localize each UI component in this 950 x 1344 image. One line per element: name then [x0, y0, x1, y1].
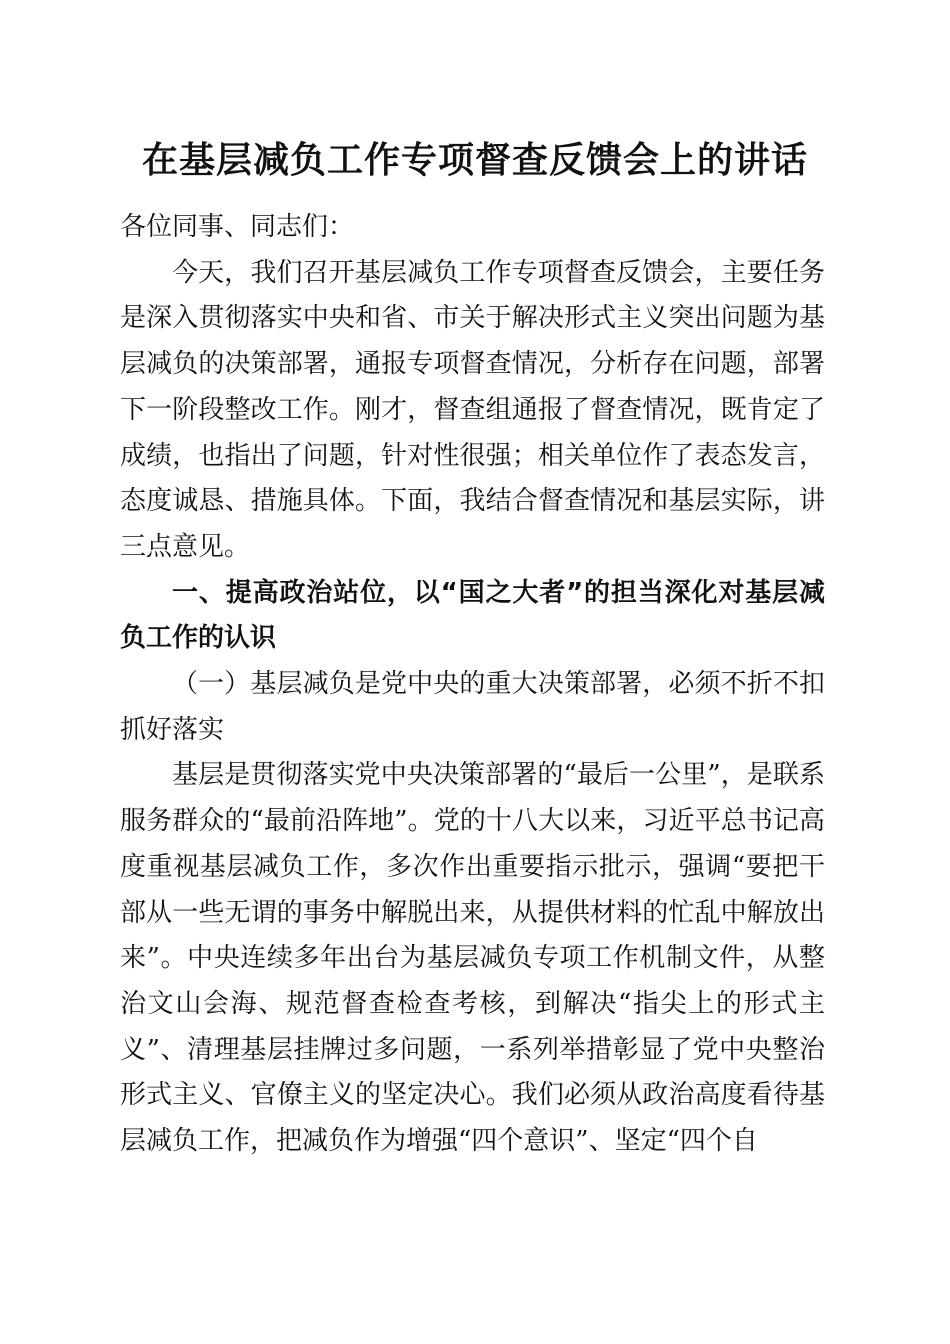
body-paragraph-1-1: 基层是贯彻落实党中央决策部署的“最后一公里”，是联系服务群众的“最前沿阵地”。党的十八大以来，习近平总书记高度重视基层减负工作，多次作出重要指示批示，强调“要把干部从一些无谓的事务中解脱出来，从提供材料的忙乱中解放出来”。中央连续多年出台为基层减负专项工作机制文件，从整治文山会海、规范督查检查考核，到解决“指尖上的形式主义”、清理基层挂牌过多问题，一系列举措彰显了党中央整治形式主义、官僚主义的坚定决心。我们必须从政治高度看待基层减负工作，把减负作为增强“四个意识”、坚定“四个自: [120, 760, 825, 1157]
section-heading-1: 一、提高政治站位，以“国之大者”的担当深化对基层减负工作的认识: [120, 577, 825, 654]
document-body: [120, 205, 825, 1165]
document-title: 在基层减负工作专项督查反馈会上的讲话: [141, 139, 808, 181]
salutation: 各位同事、同志们：: [120, 212, 355, 242]
intro-paragraph: 今天，我们召开基层减负工作专项督查反馈会，主要任务是深入贯彻落实中央和省、市关于解决形式主义突出问题为基层减负的决策部署，通报专项督查情况，分析存在问题，部署下一阶段整改工作。刚才，督查组通报了督查情况，既肯定了成绩，也指出了问题，针对性很强；相关单位作了表态发言，态度诚恳、措施具体。下面，我结合督查情况和基层实际，讲三点意见。: [120, 257, 825, 562]
subsection-heading-1-1: （一）基层减负是党中央的重大决策部署，必须不折不扣抓好落实: [120, 669, 825, 745]
